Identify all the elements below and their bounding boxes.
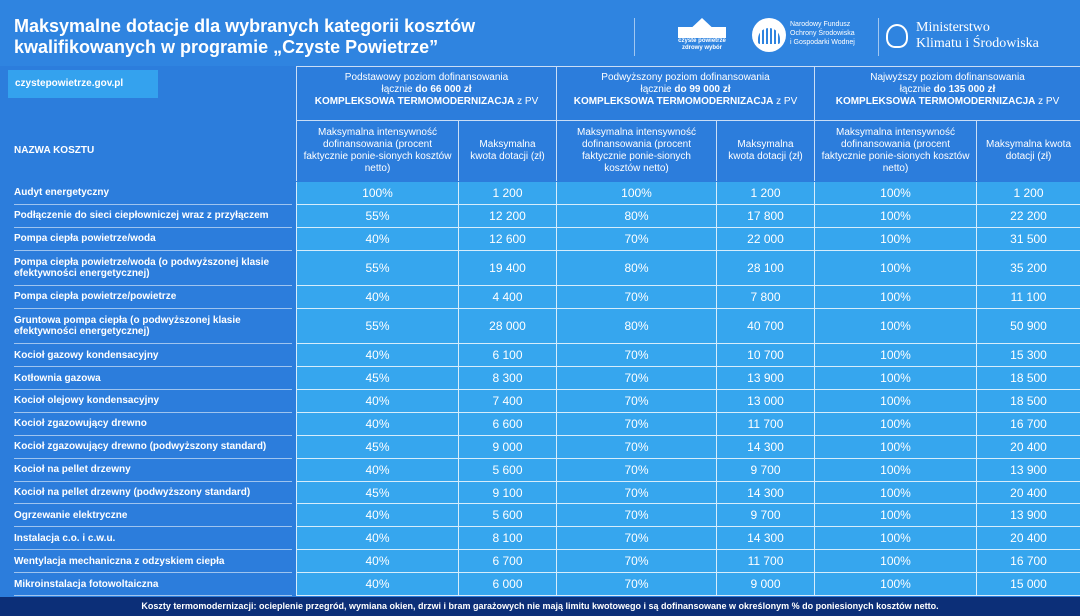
table-row xyxy=(0,344,1080,367)
tier-title: Podstawowy poziom dofinansowania xyxy=(344,72,509,83)
intensity-cell: 100% xyxy=(814,436,976,459)
table-row xyxy=(0,504,1080,527)
intensity-cell: 100% xyxy=(814,504,976,527)
amount-cell: 13 900 xyxy=(976,504,1080,527)
amount-cell: 13 900 xyxy=(976,459,1080,482)
cost-name: Kocioł na pellet drzewny (podwyższony standard) xyxy=(14,482,292,505)
intensity-cell: 70% xyxy=(556,573,716,596)
intensity-cell: 40% xyxy=(296,527,458,550)
amount-cell: 22 200 xyxy=(976,205,1080,228)
tier-total: łącznie do 135 000 zł xyxy=(899,84,996,95)
amount-cell: 40 700 xyxy=(716,309,814,344)
cost-name: Wentylacja mechaniczna z odzyskiem ciepła xyxy=(14,550,292,573)
amount-cell: 50 900 xyxy=(976,309,1080,344)
intensity-cell: 100% xyxy=(296,182,458,205)
tier-total: łącznie do 99 000 zł xyxy=(640,84,731,95)
intensity-cell: 70% xyxy=(556,482,716,505)
amount-cell: 15 300 xyxy=(976,344,1080,367)
amount-cell: 9 000 xyxy=(716,573,814,596)
intensity-cell: 100% xyxy=(814,482,976,505)
amount-cell: 7 800 xyxy=(716,286,814,309)
intensity-cell: 55% xyxy=(296,251,458,286)
intensity-cell: 100% xyxy=(814,205,976,228)
intensity-cell: 70% xyxy=(556,550,716,573)
header-divider xyxy=(634,18,635,56)
intensity-cell: 100% xyxy=(556,182,716,205)
cost-name: Audyt energetyczny xyxy=(14,182,292,205)
logo-cp-text-2: zdrowy wybór xyxy=(681,45,722,51)
intensity-cell: 100% xyxy=(814,390,976,413)
intensity-cell: 100% xyxy=(814,286,976,309)
amount-cell: 8 300 xyxy=(458,367,556,390)
intensity-cell: 100% xyxy=(814,182,976,205)
amount-cell: 20 400 xyxy=(976,482,1080,505)
intensity-cell: 45% xyxy=(296,482,458,505)
tier-total: łącznie do 66 000 zł xyxy=(381,84,472,95)
amount-cell: 20 400 xyxy=(976,527,1080,550)
amount-cell: 14 300 xyxy=(716,482,814,505)
intensity-cell: 55% xyxy=(296,309,458,344)
amount-cell: 5 600 xyxy=(458,459,556,482)
intensity-cell: 100% xyxy=(814,527,976,550)
table-row xyxy=(0,182,1080,205)
table-row xyxy=(0,436,1080,459)
intensity-cell: 100% xyxy=(814,309,976,344)
amount-cell: 14 300 xyxy=(716,527,814,550)
column-header-amount: Maksymalna kwota dotacji (zł) xyxy=(976,121,1080,181)
logo-ms-text-1: Ministerstwo xyxy=(916,20,990,35)
table-row xyxy=(0,573,1080,596)
intensity-cell: 45% xyxy=(296,367,458,390)
tier-header-2 xyxy=(556,67,814,120)
amount-cell: 16 700 xyxy=(976,413,1080,436)
column-header-intensity: Maksymalna intensywność dofinansowania (procent faktycznie ponie-sionych kosztów netto) xyxy=(556,121,716,181)
cost-name: Pompa ciepła powietrze/powietrze xyxy=(14,286,292,309)
intensity-cell: 80% xyxy=(556,251,716,286)
amount-cell: 22 000 xyxy=(716,228,814,251)
amount-cell: 20 400 xyxy=(976,436,1080,459)
cost-name: Kocioł gazowy kondensacyjny xyxy=(14,344,292,367)
cost-name: Kocioł zgazowujący drewno (podwyższony standard) xyxy=(14,436,292,459)
amount-cell: 14 300 xyxy=(716,436,814,459)
table-row xyxy=(0,205,1080,228)
intensity-cell: 40% xyxy=(296,573,458,596)
cost-name: Kocioł na pellet drzewny xyxy=(14,459,292,482)
tier-header-1 xyxy=(296,67,556,120)
table-row xyxy=(0,390,1080,413)
amount-cell: 11 700 xyxy=(716,550,814,573)
amount-cell: 11 700 xyxy=(716,413,814,436)
cost-name: Podłączenie do sieci ciepłowniczej wraz z przyłączem xyxy=(14,205,292,228)
intensity-cell: 70% xyxy=(556,228,716,251)
amount-cell: 9 700 xyxy=(716,504,814,527)
amount-cell: 12 600 xyxy=(458,228,556,251)
title-line-2: kwalifikowanych w programie „Czyste Powietrze” xyxy=(14,37,439,57)
amount-cell: 10 700 xyxy=(716,344,814,367)
intensity-cell: 100% xyxy=(814,413,976,436)
amount-cell: 12 200 xyxy=(458,205,556,228)
page-title xyxy=(14,16,614,58)
header-divider xyxy=(878,18,879,56)
cost-name: Pompa ciepła powietrze/woda (o podwyższonej klasie efektywności energetycznej) xyxy=(14,251,292,286)
amount-cell: 5 600 xyxy=(458,504,556,527)
tier-scope: KOMPLEKSOWA TERMOMODERNIZACJA z PV xyxy=(314,96,539,107)
cost-name: Pompa ciepła powietrze/woda xyxy=(14,228,292,251)
amount-cell: 1 200 xyxy=(458,182,556,205)
column-header-name: NAZWA KOSZTU xyxy=(14,145,95,156)
intensity-cell: 40% xyxy=(296,286,458,309)
table-row xyxy=(0,309,1080,344)
amount-cell: 4 400 xyxy=(458,286,556,309)
czyste-powietrze-logo xyxy=(672,16,732,56)
shell-icon xyxy=(752,18,786,52)
header-bar xyxy=(0,0,1080,66)
tier-title: Podwyższony poziom dofinansowania xyxy=(601,72,770,83)
intensity-cell: 100% xyxy=(814,459,976,482)
amount-cell: 16 700 xyxy=(976,550,1080,573)
table-row xyxy=(0,251,1080,286)
intensity-cell: 70% xyxy=(556,527,716,550)
amount-cell: 15 000 xyxy=(976,573,1080,596)
table-row xyxy=(0,527,1080,550)
cost-name: Ogrzewanie elektryczne xyxy=(14,504,292,527)
logo-nf-text-2: Ochrony Środowiska xyxy=(790,30,855,37)
intensity-cell: 70% xyxy=(556,344,716,367)
tier-title: Najwyższy poziom dofinansowania xyxy=(870,72,1025,83)
table-row xyxy=(0,286,1080,309)
amount-cell: 28 100 xyxy=(716,251,814,286)
amount-cell: 9 700 xyxy=(716,459,814,482)
amount-cell: 6 100 xyxy=(458,344,556,367)
tier-header-3 xyxy=(814,67,1080,120)
intensity-cell: 70% xyxy=(556,459,716,482)
amount-cell: 6 000 xyxy=(458,573,556,596)
amount-cell: 9 000 xyxy=(458,436,556,459)
logo-nf-text-3: i Gospodarki Wodnej xyxy=(790,39,855,46)
table-row xyxy=(0,228,1080,251)
cost-name: Kotłownia gazowa xyxy=(14,367,292,390)
intensity-cell: 70% xyxy=(556,286,716,309)
intensity-cell: 40% xyxy=(296,390,458,413)
tier-scope: KOMPLEKSOWA TERMOMODERNIZACJA z PV xyxy=(835,96,1060,107)
amount-cell: 1 200 xyxy=(716,182,814,205)
intensity-cell: 100% xyxy=(814,228,976,251)
intensity-cell: 40% xyxy=(296,459,458,482)
intensity-cell: 55% xyxy=(296,205,458,228)
intensity-cell: 70% xyxy=(556,504,716,527)
intensity-cell: 70% xyxy=(556,436,716,459)
ministry-logo xyxy=(886,20,1076,60)
amount-cell: 9 100 xyxy=(458,482,556,505)
table-row xyxy=(0,413,1080,436)
amount-cell: 13 900 xyxy=(716,367,814,390)
amount-cell: 18 500 xyxy=(976,367,1080,390)
house-icon xyxy=(678,18,726,38)
intensity-cell: 70% xyxy=(556,367,716,390)
table-row xyxy=(0,459,1080,482)
column-header-amount: Maksymalna kwota dotacji (zł) xyxy=(458,121,556,181)
website-link[interactable]: czystepowietrze.gov.pl xyxy=(8,70,158,98)
amount-cell: 6 700 xyxy=(458,550,556,573)
cost-name: Gruntowa pompa ciepła (o podwyższonej klasie efektywności energetycznej) xyxy=(14,309,292,344)
amount-cell: 28 000 xyxy=(458,309,556,344)
column-header-amount: Maksymalna kwota dotacji (zł) xyxy=(716,121,814,181)
table-row xyxy=(0,482,1080,505)
amount-cell: 6 600 xyxy=(458,413,556,436)
intensity-cell: 40% xyxy=(296,344,458,367)
cost-name: Mikroinstalacja fotowoltaiczna xyxy=(14,573,292,596)
amount-cell: 1 200 xyxy=(976,182,1080,205)
eagle-emblem-icon xyxy=(886,24,908,48)
table-row xyxy=(0,550,1080,573)
column-header-intensity: Maksymalna intensywność dofinansowania (procent faktycznie ponie-sionych kosztów netto) xyxy=(296,121,458,181)
column-header-intensity: Maksymalna intensywność dofinansowania (procent faktycznie ponie-sionych kosztów netto) xyxy=(814,121,976,181)
intensity-cell: 100% xyxy=(814,251,976,286)
amount-cell: 7 400 xyxy=(458,390,556,413)
intensity-cell: 100% xyxy=(814,573,976,596)
amount-cell: 8 100 xyxy=(458,527,556,550)
intensity-cell: 80% xyxy=(556,309,716,344)
intensity-cell: 40% xyxy=(296,504,458,527)
amount-cell: 19 400 xyxy=(458,251,556,286)
intensity-cell: 100% xyxy=(814,367,976,390)
intensity-cell: 45% xyxy=(296,436,458,459)
intensity-cell: 70% xyxy=(556,413,716,436)
cost-name: Kocioł zgazowujący drewno xyxy=(14,413,292,436)
tier-scope: KOMPLEKSOWA TERMOMODERNIZACJA z PV xyxy=(573,96,798,107)
intensity-cell: 100% xyxy=(814,550,976,573)
amount-cell: 13 000 xyxy=(716,390,814,413)
amount-cell: 17 800 xyxy=(716,205,814,228)
cost-name: Kocioł olejowy kondensacyjny xyxy=(14,390,292,413)
amount-cell: 31 500 xyxy=(976,228,1080,251)
amount-cell: 35 200 xyxy=(976,251,1080,286)
logo-nf-text-1: Narodowy Fundusz xyxy=(790,21,851,28)
nfosigw-logo xyxy=(752,18,872,58)
amount-cell: 11 100 xyxy=(976,286,1080,309)
cost-name: Instalacja c.o. i c.w.u. xyxy=(14,527,292,550)
table-row xyxy=(0,367,1080,390)
intensity-cell: 40% xyxy=(296,413,458,436)
logo-ms-text-2: Klimatu i Środowiska xyxy=(916,36,1039,51)
amount-cell: 18 500 xyxy=(976,390,1080,413)
footer-note: Koszty termomodernizacji: ocieplenie przegród, wymiana okien, drzwi i bram garażowych nie mają limitu kwotowego i są dofinansowane w określonym % do poniesionych kosztów netto. xyxy=(0,597,1080,616)
intensity-cell: 80% xyxy=(556,205,716,228)
intensity-cell: 70% xyxy=(556,390,716,413)
intensity-cell: 100% xyxy=(814,344,976,367)
title-line-1: Maksymalne dotacje dla wybranych kategorii kosztów xyxy=(14,16,476,36)
intensity-cell: 40% xyxy=(296,550,458,573)
intensity-cell: 40% xyxy=(296,228,458,251)
logo-cp-text-1: czyste powietrze xyxy=(678,38,726,44)
